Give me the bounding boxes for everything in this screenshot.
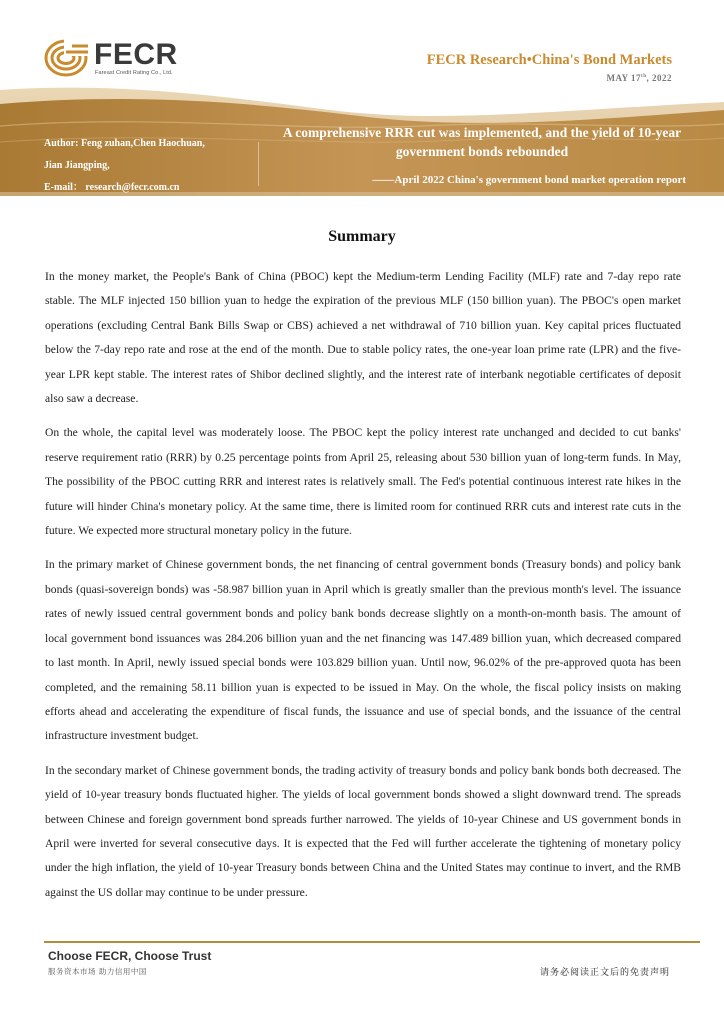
date-year: , 2022 [646,73,672,83]
email-line[interactable]: E-mail： research@fecr.com.cn [44,182,180,193]
series-title: FECR Research•China's Bond Markets [426,52,672,68]
author-line-2: Jian Jiangping, [44,160,110,171]
date-prefix: MAY 17 [606,73,642,83]
fecr-rings-logo-icon [44,38,90,78]
logo-name: FECR [94,38,178,71]
report-title: A comprehensive RRR cut was implemented, and the yield of 10-year government bonds rebounded [282,125,682,159]
banner-divider [258,142,259,186]
report-subtitle: ——April 2022 China's government bond market operation report [372,174,686,186]
logo-subtitle: Fareast Credit Rating Co., Ltd. [95,70,173,76]
summary-content [45,265,681,915]
summary-heading: Summary [328,228,396,245]
footer-divider [44,941,700,943]
summary-paragraph-3: In the primary market of Chinese government bonds, the net financing of central government bonds (Treasury bonds) and policy bank bonds (quasi-sovereign bonds) was -58.987 billion yuan in April which is greatly smaller than the previous month's level. The issuance rates of newly issued central government bonds and policy bank bonds decrease slightly on a month-on-month basis. The amount of local government bond issuances was 284.206 billion yuan and the net financing was 147.489 billion yuan, which decreased compared to last month. In April, newly issued special bonds were 103.829 billion yuan. Until now, 96.02% of the pre-approved quota has been completed, and the remaining 58.11 billion yuan is expected to be issued in May. On the whole, the fiscal policy insists on making efforts ahead and accelerating the expenditure of fiscal funds, the issuance and use of special bonds, and the issuance of the central infrastructure investment budget. [45,558,681,743]
summary-paragraph-2: On the whole, the capital level was moderately loose. The PBOC kept the policy interest rate unchanged and decided to cut banks' reserve requirement ratio (RRR) by 0.25 percentage points from April 25, releasing about 530 billion yuan of long-term funds. In May, The possibility of the PBOC cutting RRR and interest rates is relatively small. The Fed's potential continuous interest rate hikes in the future will hinder China's monetary policy. At the same time, there is limited room for continued RRR cuts and interest rate cuts in the future. We expected more structural monetary policy in the future. [45,426,681,538]
report-date [606,73,672,83]
footer-slogan-cn: 服务资本市场 助力信用中国 [48,967,147,976]
footer-disclaimer: 请务必阅读正文后的免责声明 [539,968,670,978]
authors-block [44,133,205,199]
date-suffix: th [641,74,647,79]
author-line-1: Author: Feng zuhan,Chen Haochuan, [44,138,205,149]
summary-paragraph-1: In the money market, the People's Bank of China (PBOC) kept the Medium-term Lending Facility (MLF) rate and 7-day repo rate stable. The MLF injected 150 billion yuan to hedge the expiration of the previous MLF (150 billion yuan). The PBOC's open market operations (excluding Central Bank Bills Swap or CBS) achieved a net withdrawal of 710 billion yuan. Key capital prices fluctuated below the 7-day repo rate and rose at the end of the month. Due to stable policy rates, the one-year loan prime rate (LPR) and the five-year LPR kept stable. The interest rates of Shibor declined slightly, and the interest rate of interbank negotiable certificates of deposit also saw a decrease. [45,270,681,406]
footer-slogan: Choose FECR, Choose Trust [48,949,212,963]
summary-paragraph-4: In the secondary market of Chinese government bonds, the trading activity of treasury bonds and policy bank bonds both decreased. The yield of 10-year treasury bonds fluctuated higher. The yields of local government bonds showed a slight downward trend. The spreads between Chinese and foreign government bond spreads further narrowed. The yields of 10-year Chinese and US government bonds in April were inverted for several consecutive days. It is expected that the Fed will further accelerate the tightening of monetary policy under the high inflation, the yield of 10-year Treasury bonds between China and the United States may continue to invert, and the RMB against the US dollar may continue to be under pressure. [45,763,681,899]
fecr-logo [44,38,184,82]
